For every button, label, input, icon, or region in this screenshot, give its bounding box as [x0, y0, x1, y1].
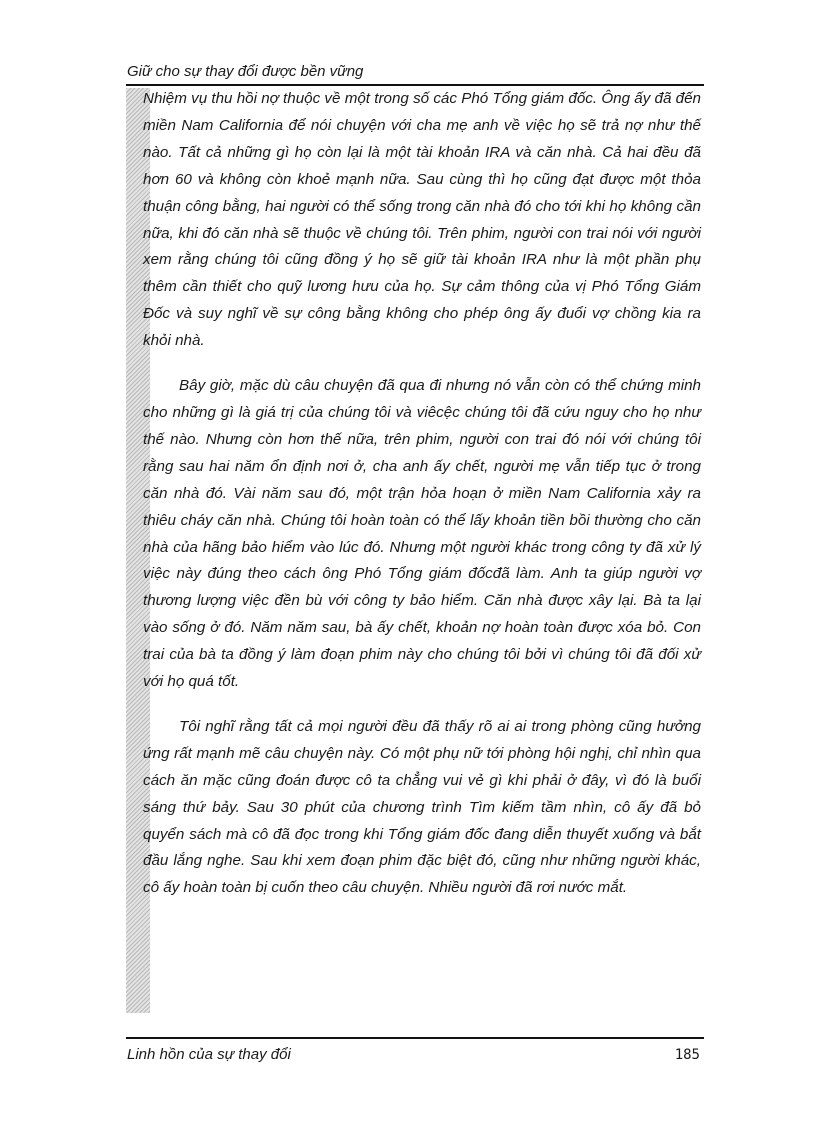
footer-divider: [126, 1037, 704, 1039]
running-header-title: Giữ cho sự thay đổi được bền vững: [127, 63, 364, 80]
paragraph-3: Tôi nghĩ rằng tất cả mọi người đều đã thấy rõ ai ai trong phòng cũng hưởng ứng rất mạnh mẽ câu chuyện này. Có một phụ nữ tới phòng hội nghị, chỉ nhìn qua cách ăn mặc cũng đoán được cô ta chẳng vui vẻ gì khi phải ở đây, vì đó là buổi sáng thứ bảy. Sau 30 phút của chương trình Tìm kiếm tầm nhìn, cô ấy đã bỏ quyển sách mà cô đã đọc trong khi Tổng giám đốc đang diễn thuyết xuống và bắt đầu lắng nghe. Sau khi xem đoạn phim đặc biệt đó, cũng như những người khác, cô ấy hoàn toàn bị cuốn theo câu chuyện. Nhiều người đã rơi nước mắt.: [143, 717, 701, 897]
body-text: [143, 86, 701, 902]
page-number: 185: [674, 1047, 700, 1063]
running-footer-title: Linh hồn của sự thay đổi: [127, 1046, 291, 1063]
paragraph-2: Bây giờ, mặc dù câu chuyện đã qua đi nhưng nó vẫn còn có thể chứng minh cho những gì là giá trị của chúng tôi và viêcệc chúng tôi đã cứu nguy cho họ như thế nào. Nhưng còn hơn thế nữa, trên phim, người con trai đó nói với chúng tôi rằng sau hai năm ổn định nơi ở, cha anh ấy chết, người mẹ vẫn tiếp tục ở trong căn nhà đó. Vài năm sau đó, một trận hỏa hoạn ở miền Nam California xảy ra thiêu cháy căn nhà. Chúng tôi hoàn toàn có thể lấy khoản tiền bồi thường cho căn nhà của hãng bảo hiểm vào lúc đó. Nhưng một người khác trong công ty đã xử lý việc này đúng theo cách ông Phó Tổng giám đốcđã làm. Anh ta giúp người vợ thương lượng việc đền bù với công ty bảo hiểm. Căn nhà được xây lại. Bà ta lại vào sống ở đó. Năm năm sau, bà ấy chết, khoản nợ hoàn toàn được xóa bỏ. Con trai của bà ta đồng ý làm đoạn phim này cho chúng tôi bởi vì chúng tôi đã đối xử với họ quá tốt.: [143, 377, 701, 691]
paragraph-1: Nhiệm vụ thu hồi nợ thuộc về một trong số các Phó Tổng giám đốc. Ông ấy đã đến miền Nam California để nói chuyện với cha mẹ anh về việc họ sẽ trả nợ như thế nào. Tất cả những gì họ còn lại là một tài khoản IRA và căn nhà. Cả hai đều đã hơn 60 và không còn khoẻ mạnh nữa. Sau cùng thì họ cũng đạt được một thỏa thuận công bằng, hai người có thể sống trong căn nhà đó cho tới khi họ không cần nữa, khi đó căn nhà sẽ thuộc về chúng tôi. Trên phim, người con trai nói với người xem rằng chúng tôi cũng đồng ý họ sẽ giữ tài khoản IRA như là một phần phụ thêm cần thiết cho quỹ lương hưu của họ. Sự cảm thông của vị Phó Tổng Giám Đốc và suy nghĩ về sự công bằng không cho phép ông ấy đuổi vợ chồng kia ra khỏi nhà.: [143, 90, 701, 350]
